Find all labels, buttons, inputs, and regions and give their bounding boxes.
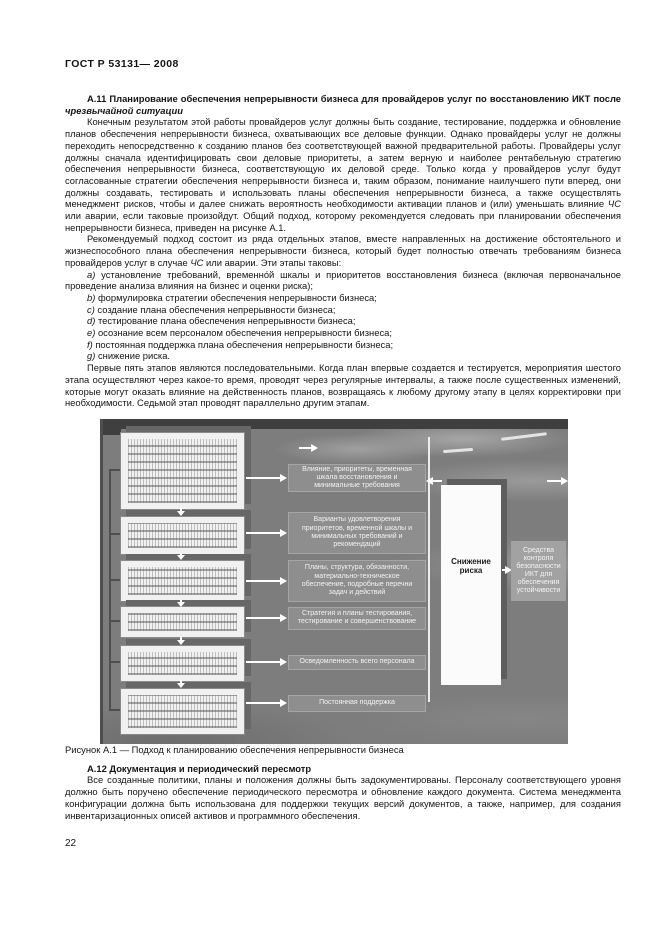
figure-a1-diagram (100, 419, 568, 744)
paragraph-a11-3: Первые пять этапов являются последовательными. Когда план впервые создается и тестируется, мероприятия шестого этапа осуществляют через какое-то время, проводят через регулярные интервалы, а также после существенных изменений, которые могут оказать влияние на действенность планов, возвращаясь к любому другому этапу в целях корректировки при необходимости. Седьмой этап проводят параллельно другим этапам. (65, 362, 621, 409)
abbrev-emergency: ЧС (607, 198, 621, 210)
list-item-text: формулировка стратегии обеспечения непрерывности бизнеса; (97, 291, 377, 303)
paragraph-text: Конечным результатом этой работы провайдеров услуг должны быть создание, тестирование, поддержка и обновление планов обеспечения непрерывности бизнеса, охватывающих все деловые функции. Однако провайдеры услуг не должны переходить непосредственно к созданию планов без соответствующей важной предварительной работы. Провайдеры услуг должны сначала идентифицировать свои деловые приоритеты, а затем верную и наиболее рентабельную стратегию обеспечения непрерывности бизнеса, соответствующую их деловой среде. Только когда у провайдеров услуг будут согласованные стратегии обеспечения непрерывности бизнеса и, таким образом, понимание наилучшего пути вперед, они должны создавать, тестировать и использовать планы обеспечения непрерывности бизнеса, а также осуществлять менеджмент рисков, чтобы и далее снижать вероятность необходимости активации планов и (или) уменьшать влияние (65, 116, 621, 210)
risk-reduction-box: Снижение риска (441, 485, 501, 685)
arrow-down-icon (180, 600, 182, 602)
document-number-header: ГОСТ Р 53131— 2008 (65, 58, 179, 70)
arrow-right-icon (246, 661, 280, 663)
list-item (65, 315, 621, 327)
arrow-right-icon (246, 702, 280, 704)
list-item (65, 350, 621, 362)
list-item (65, 304, 621, 316)
section-a11-heading (65, 93, 621, 116)
list-item-label: c) (87, 303, 95, 315)
scan-artifact (443, 448, 473, 453)
output-box-awareness: Осведомленность всего персонала (288, 655, 426, 670)
paragraph-a11-1 (65, 116, 621, 233)
arrow-right-icon (502, 569, 505, 571)
arrow-left-icon (433, 480, 442, 482)
arrow-right-icon (246, 477, 280, 479)
paragraph-text: или аварии. Эти этапы таковы: (203, 256, 342, 268)
list-item-label: g) (87, 350, 96, 362)
paragraph-a11-2 (65, 233, 621, 268)
list-item-text: создание плана обеспечения непрерывности бизнеса; (97, 303, 336, 315)
feedback-line (109, 469, 111, 711)
list-item-text: тестирование плана обеспечения непрерывности бизнеса; (97, 315, 356, 327)
output-box-test-strategy: Стратегия и планы тестирования, тестирование и совершенствование (288, 607, 426, 630)
list-item-text: снижение риска. (97, 350, 171, 362)
list-item-label: f) (87, 338, 93, 350)
list-item-label: e) (87, 327, 96, 339)
paragraph-text: или аварии, если таковые произойдут. Общий подход, которому рекомендуется следовать при планировании обеспечения непрерывности бизнеса, приведен на рисунке А.1. (65, 210, 621, 233)
abbrev-emergency: ЧС (190, 256, 204, 268)
spacer (65, 756, 621, 760)
scan-artifact (501, 432, 547, 441)
page-number: 22 (65, 838, 77, 849)
arrow-down-icon (180, 636, 182, 640)
output-box-options: Варианты удовлетворения приоритетов, временной шкалы и минимальных требований и рекомендаций (288, 512, 426, 554)
list-item (65, 327, 621, 339)
arrow-down-icon (180, 508, 182, 511)
paragraph-text: Рекомендуемый подход состоит из ряда отдельных этапов, вместе направленных на достижение обстоятельного и жизнеспособного плана обеспечения непрерывности бизнеса, который будет полностью отвечать требованиям бизнеса провайдеров услуг в случае (65, 233, 621, 268)
arrow-right-icon (547, 480, 561, 482)
figure-caption: Рисунок А.1 — Подход к планированию обеспечения непрерывности бизнеса (65, 743, 404, 755)
paragraph-a12-1: Все созданные политики, планы и положения должны быть задокументированы. Персоналу соответствующего уровня должно быть поручено обеспечение периодического пересмотра и обновление каждого документа. Система менеджмента конфигурации должна быть использована для поддержки текущих версий документов, а также, например, для создания инвентаризационных описей активов и программного обеспечения. (65, 774, 621, 821)
output-box-support: Постоянная поддержка (288, 695, 426, 712)
section-a12-heading: А.12 Документация и периодический пересмотр (87, 762, 312, 774)
arrow-right-icon (299, 447, 311, 449)
list-item (65, 269, 621, 292)
list-item (65, 339, 621, 351)
section-a11-heading-emphasis: чрезвычайной ситуации (65, 104, 183, 116)
stage-box-awareness (120, 645, 245, 682)
security-controls-box: Средства контроля безопасности ИКТ для обеспечения устойчивости (511, 541, 566, 601)
arrow-right-icon (246, 617, 280, 619)
arrow-right-icon (246, 532, 280, 534)
stage-box-plan-creation (120, 560, 245, 602)
arrow-right-icon (246, 580, 280, 582)
figure-a1 (65, 419, 621, 756)
output-box-plans: Планы, структура, обязанности, материально-техническое обеспечение, подробные перечни задач и действий (288, 560, 426, 602)
list-item-label: b) (87, 291, 96, 303)
section-a11-heading-text: А.11 Планирование обеспечения непрерывности бизнеса для провайдеров услуг по восстановлению ИКТ после (87, 93, 621, 104)
list-item-text: постоянная поддержка плана обеспечения непрерывности бизнеса; (95, 338, 394, 350)
figure-top-bar-step (103, 429, 121, 435)
arrow-down-icon (180, 680, 182, 683)
stage-box-strategy (120, 516, 245, 555)
arrow-down-icon (180, 553, 182, 555)
list-item-label: d) (87, 315, 96, 327)
stage-box-testing (120, 606, 245, 638)
list-item-text: осознание всем персоналом обеспечения непрерывности бизнеса; (97, 327, 392, 339)
stage-box-requirements (120, 432, 245, 510)
stage-box-maintenance (120, 688, 245, 735)
list-item-label: a) (87, 268, 96, 280)
output-box-impact: Влияние, приоритеты, временная шкала восстановления и минимальные требования (288, 464, 426, 492)
figure-top-bar (103, 419, 568, 429)
list-item (65, 292, 621, 304)
list-item-text: установление требований, временно́й шкалы и приоритетов восстановления бизнеса (включая первоначальное проведение анализа влияния на бизнес и оценки риска); (65, 268, 621, 292)
